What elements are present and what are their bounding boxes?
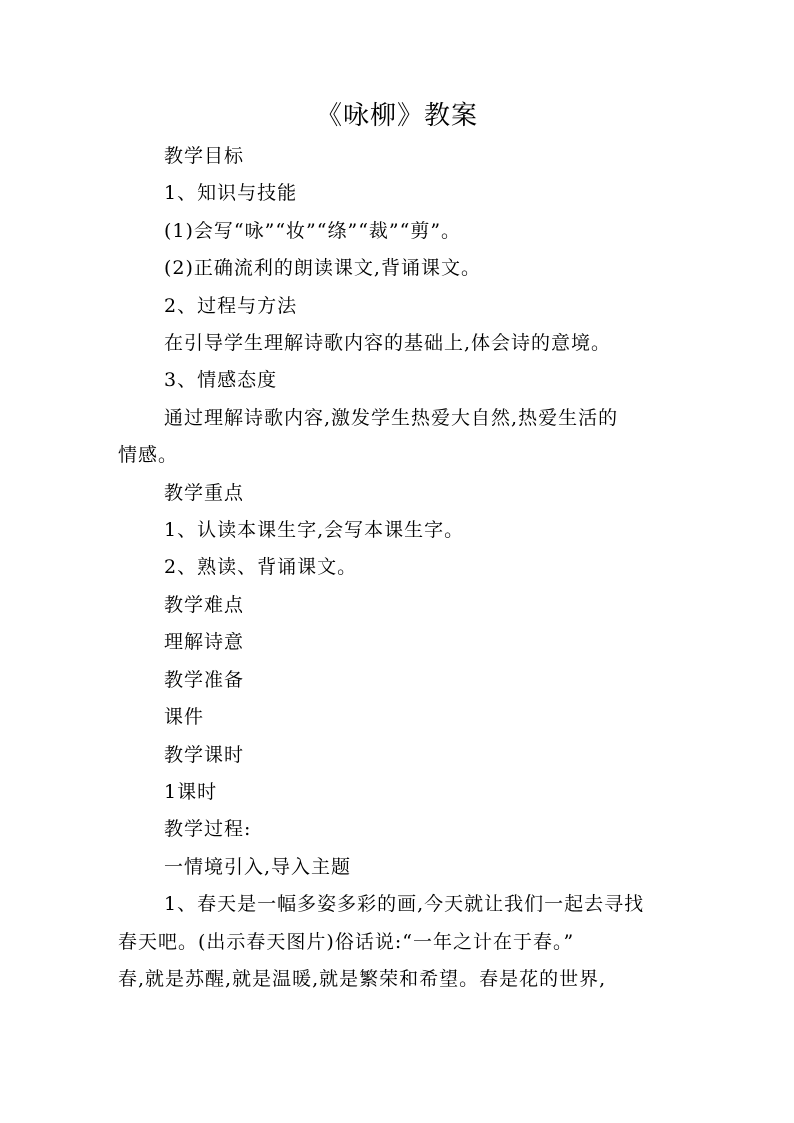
goal-item-2: (2)正确流利的朗读课文,背诵课文。 [164,257,481,280]
difficulty-text: 理解诗意 [164,631,245,654]
goal-process-text: 在引导学生理解诗歌内容的基础上,体会诗的意境。 [164,332,612,355]
goal-emotion-attitude: 3、情感态度 [164,369,278,392]
heading-preparation: 教学准备 [164,668,245,691]
key-point-2: 2、熟读、背诵课文。 [164,556,358,579]
process-paragraph-line-1: 1、春天是一幅多姿多彩的画,今天就让我们一起去寻找 [164,893,645,916]
process-paragraph-line-3: 春,就是苏醒,就是温暖,就是繁荣和希望。春是花的世界, [118,967,607,990]
heading-class-hours: 教学课时 [164,743,245,766]
goal-process-methods: 2、过程与方法 [164,294,298,317]
process-paragraph-line-2: 春天吧。(出示春天图片)俗话说:“一年之计在于春。” [118,930,575,953]
document-title: 《咏柳》教案 [315,101,478,131]
goal-knowledge-skills: 1、知识与技能 [164,182,298,205]
key-point-1: 1、认读本课生字,会写本课生字。 [164,519,465,542]
class-hours-text: 1课时 [164,780,218,803]
goal-emotion-text-line-2: 情感。 [118,444,179,467]
document-body [118,138,678,998]
heading-key-points: 教学重点 [164,481,245,504]
goal-emotion-text-line-1: 通过理解诗歌内容,激发学生热爱大自然,热爱生活的 [164,406,619,429]
heading-teaching-goals: 教学目标 [164,145,245,167]
heading-teaching-process: 教学过程: [164,818,252,841]
preparation-text: 课件 [164,706,205,729]
process-section-1: 一情境引入,导入主题 [164,855,352,878]
heading-difficulties: 教学难点 [164,593,245,616]
goal-item-1: (1)会写“咏”“妆”“绦”“裁”“剪”。 [164,219,462,242]
